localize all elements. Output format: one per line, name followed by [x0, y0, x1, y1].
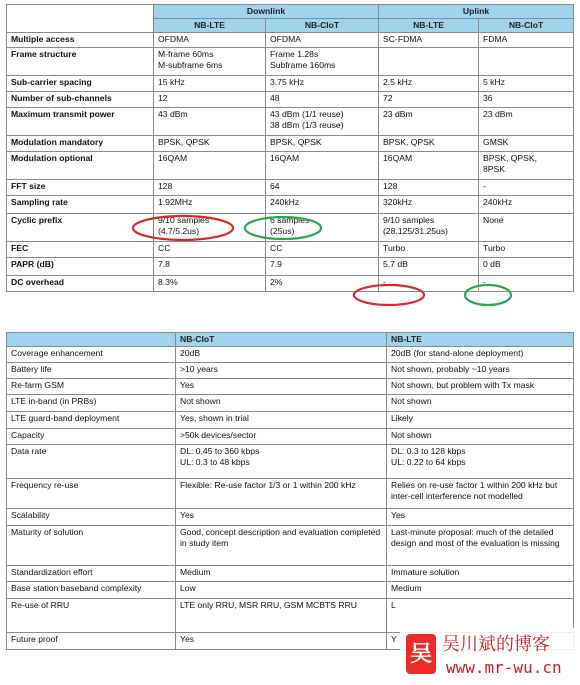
table-cell: Not shown [176, 395, 387, 412]
row-label: Standardization effort [7, 566, 176, 582]
table-cell: 12 [154, 92, 266, 108]
table-cell: 3.75 kHz [266, 76, 379, 92]
table-row [7, 180, 574, 196]
table-cell: 23 dBm [379, 108, 479, 136]
table-cell: Flexible: Re-use factor 1/3 or 1 within 200 kHz [176, 479, 387, 509]
table-cell: 128 [379, 180, 479, 196]
row-label: Frequency re-use [7, 479, 176, 509]
table-cell: - [379, 276, 479, 292]
table-row [7, 152, 574, 180]
table-row [7, 92, 574, 108]
row-label: PAPR (dB) [7, 258, 154, 276]
table1-body [7, 33, 574, 292]
row-label: Base station baseband complexity [7, 582, 176, 599]
table-cell: Yes [176, 633, 387, 650]
table-cell: Yes [176, 379, 387, 395]
row-label: LTE in-band (in PRBs) [7, 395, 176, 412]
table-row [7, 479, 574, 509]
table-cell: Yes [387, 509, 574, 526]
table-row [7, 76, 574, 92]
watermark-logo: 吴 [406, 634, 436, 674]
table-cell: DL: 0.45 to 360 kbps UL: 0.3 to 48 kbps [176, 445, 387, 479]
table-cell: BPSK, QPSK [154, 136, 266, 152]
table2-header-nbciot: NB-CIoT [176, 333, 387, 347]
table-cell: 43 dBm [154, 108, 266, 136]
table-cell: 240kHz [266, 196, 379, 214]
table-cell: 15 kHz [154, 76, 266, 92]
watermark [400, 628, 580, 685]
row-label: Data rate [7, 445, 176, 479]
table-cell: 240kHz [479, 196, 574, 214]
comparison-table-features [6, 332, 574, 650]
table-cell: 16QAM [379, 152, 479, 180]
table-cell: 7.8 [154, 258, 266, 276]
table-cell: 64 [266, 180, 379, 196]
table-cell [479, 48, 574, 76]
table-cell: Likely [387, 412, 574, 429]
table-cell: 1.92MHz [154, 196, 266, 214]
table-cell: 6 samples (25us) [266, 214, 379, 242]
table-row [7, 136, 574, 152]
sub-header: NB-LTE [379, 19, 479, 33]
table-cell: 20dB (for stand-alone deployment) [387, 347, 574, 363]
table-row [7, 108, 574, 136]
table-cell: SC-FDMA [379, 33, 479, 48]
table-cell: DL: 0.3 to 128 kbps UL: 0.22 to 64 kbps [387, 445, 574, 479]
row-label: Modulation mandatory [7, 136, 154, 152]
table-row [7, 429, 574, 445]
table-cell: Not shown, but problem with Tx mask [387, 379, 574, 395]
table-cell: Frame 1.28s Subframe 160ms [266, 48, 379, 76]
row-label: Sub-carrier spacing [7, 76, 154, 92]
sub-header: NB-LTE [154, 19, 266, 33]
row-label: Maximum transmit power [7, 108, 154, 136]
table-cell: >50k devices/sector [176, 429, 387, 445]
table-cell: Medium [176, 566, 387, 582]
table-cell: Turbo [479, 242, 574, 258]
table-cell: LTE only RRU, MSR RRU, GSM MCBTS RRU [176, 599, 387, 633]
table-cell: Relies on re-use factor 1 within 200 kHz but inter-cell interference not modelled [387, 479, 574, 509]
table-row [7, 363, 574, 379]
table-row [7, 395, 574, 412]
table-row [7, 196, 574, 214]
table2-corner [7, 333, 176, 347]
table-cell: Yes [176, 509, 387, 526]
table-row [7, 347, 574, 363]
table-row [7, 48, 574, 76]
table-cell: Yes, shown in trial [176, 412, 387, 429]
table-cell: >10 years [176, 363, 387, 379]
row-label: FEC [7, 242, 154, 258]
row-label: Future proof [7, 633, 176, 650]
table-row [7, 276, 574, 292]
table-cell: Not shown, probably ~10 years [387, 363, 574, 379]
table-cell: 7.9 [266, 258, 379, 276]
table-cell: 0 dB [479, 258, 574, 276]
table-cell: 20dB [176, 347, 387, 363]
watermark-name: 吴川斌的博客 [442, 634, 550, 655]
table-cell: 43 dBm (1/1 reuse) 38 dBm (1/3 reuse) [266, 108, 379, 136]
table-cell: Last-minute proposal: much of the detailed design and most of the evaluation is missing [387, 526, 574, 566]
table2-header-nblte: NB-LTE [387, 333, 574, 347]
table-cell: 5.7 dB [379, 258, 479, 276]
row-label: Capacity [7, 429, 176, 445]
row-label: Cyclic prefix [7, 214, 154, 242]
table1-group-row [7, 5, 574, 19]
table-cell: None [479, 214, 574, 242]
table-row [7, 242, 574, 258]
table-cell: 36 [479, 92, 574, 108]
table-cell: FDMA [479, 33, 574, 48]
table-cell: BPSK, QPSK [379, 136, 479, 152]
table-cell: 9/10 samples (4.7/5.2us) [154, 214, 266, 242]
table-cell: OFDMA [266, 33, 379, 48]
table-cell: CC [266, 242, 379, 258]
table-row [7, 445, 574, 479]
row-label: Scalability [7, 509, 176, 526]
row-label: LTE guard-band deployment [7, 412, 176, 429]
sub-header: NB-CIoT [266, 19, 379, 33]
table-cell: Low [176, 582, 387, 599]
table1-corner [7, 5, 154, 33]
comparison-table-phy [6, 4, 574, 292]
table-cell: Turbo [379, 242, 479, 258]
table-cell: 16QAM [266, 152, 379, 180]
table-cell: 2.5 kHz [379, 76, 479, 92]
table-row [7, 582, 574, 599]
table-cell: - [479, 180, 574, 196]
sub-header: NB-CIoT [479, 19, 574, 33]
table-cell: 72 [379, 92, 479, 108]
table-cell: Medium [387, 582, 574, 599]
row-label: Number of sub-channels [7, 92, 154, 108]
table2-header-row [7, 333, 574, 347]
table-row [7, 412, 574, 429]
table-row [7, 526, 574, 566]
table-cell: 48 [266, 92, 379, 108]
row-label: Frame structure [7, 48, 154, 76]
downlink-header: Downlink [154, 5, 379, 19]
table-cell: CC [154, 242, 266, 258]
row-label: Multiple access [7, 33, 154, 48]
table-cell: Not shown [387, 395, 574, 412]
row-label: Maturity of solution [7, 526, 176, 566]
table-row [7, 214, 574, 242]
uplink-header: Uplink [379, 5, 574, 19]
row-label: Re-farm GSM [7, 379, 176, 395]
table-cell: GMSK [479, 136, 574, 152]
table-row [7, 509, 574, 526]
row-label: DC overhead [7, 276, 154, 292]
table-cell: 8.3% [154, 276, 266, 292]
table-row [7, 33, 574, 48]
table-cell: 5 kHz [479, 76, 574, 92]
table-cell: Immature solution [387, 566, 574, 582]
table-cell: Not shown [387, 429, 574, 445]
table-cell: OFDMA [154, 33, 266, 48]
table-cell: 23 dBm [479, 108, 574, 136]
watermark-url: www.mr-wu.cn [446, 658, 562, 677]
table-cell: 128 [154, 180, 266, 196]
table2-body [7, 347, 574, 650]
row-label: FFT size [7, 180, 154, 196]
row-label: Re-use of RRU [7, 599, 176, 633]
table-cell: 9/10 samples (28.125/31.25us) [379, 214, 479, 242]
table-cell: BPSK, QPSK, 8PSK [479, 152, 574, 180]
table-cell: 320kHz [379, 196, 479, 214]
row-label: Modulation optional [7, 152, 154, 180]
row-label: Battery life [7, 363, 176, 379]
table-cell: 16QAM [154, 152, 266, 180]
table-cell: Y [387, 633, 574, 650]
table-row [7, 379, 574, 395]
table-cell: BPSK, QPSK [266, 136, 379, 152]
table-cell [379, 48, 479, 76]
table-cell: 2% [266, 276, 379, 292]
table-row [7, 258, 574, 276]
table-cell: - [479, 276, 574, 292]
table-row [7, 566, 574, 582]
table-cell: Good, concept description and evaluation completed in study item [176, 526, 387, 566]
row-label: Sampling rate [7, 196, 154, 214]
row-label: Coverage enhancement [7, 347, 176, 363]
table-cell: L [387, 599, 574, 633]
table-cell: M-frame 60ms M-subframe 6ms [154, 48, 266, 76]
